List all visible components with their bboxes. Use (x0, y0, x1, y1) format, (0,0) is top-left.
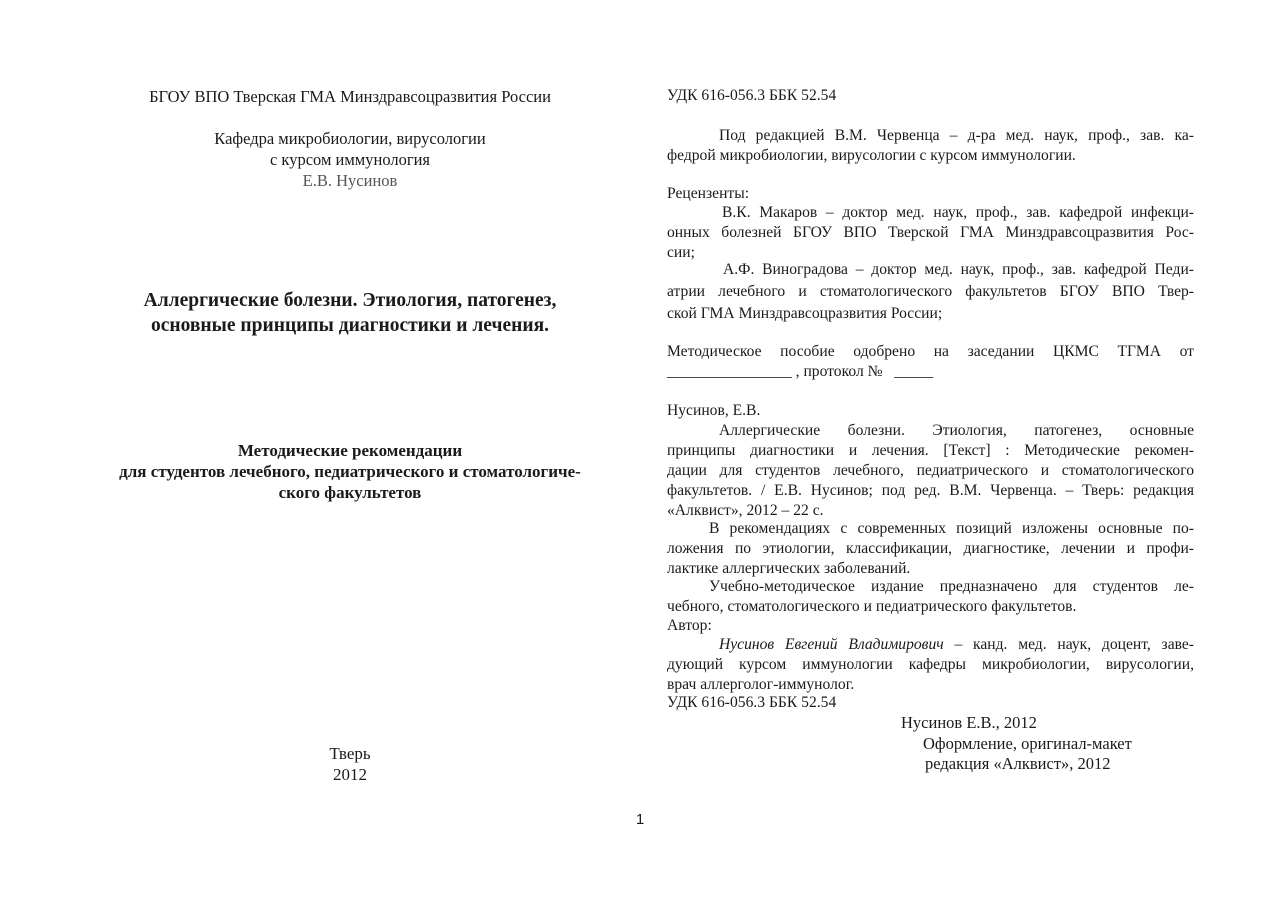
copyright-line-2: Оформление, оригинал-макет (923, 734, 1132, 753)
editor-line-1: Под редакцией В.М. Червенца – д-ра мед. наук, проф., зав. ка- (719, 127, 1194, 144)
author-info-line-3: врач аллерголог-иммунолог. (667, 676, 855, 693)
copyright-line-1: Нусинов Е.В., 2012 (901, 713, 1037, 732)
biblio-line-3: дации для студентов лечебного, педиатрического и стоматологического (667, 462, 1194, 479)
department-block (95, 128, 605, 191)
page-number: 1 (635, 811, 645, 828)
reviewer-2-line-2: атрии лечебного и стоматологического факультетов БГОУ ВПО Твер- (667, 283, 1194, 300)
reviewer-1-line-2: онных болезней БГОУ ВПО Тверской ГМА Минздравсоцразвития Рос- (667, 224, 1194, 241)
author-full-name: Нусинов Евгений Владимирович (719, 636, 944, 653)
subtitle-line-3: ского факультетов (278, 483, 422, 502)
city: Тверь (329, 744, 371, 763)
author-name: Е.В. Нусинов (302, 171, 398, 190)
subtitle-line-1: Методические рекомендации (237, 441, 463, 460)
abstract-1-line-1: В рекомендациях с современных позиций изложены основные по- (709, 520, 1194, 537)
organization-name (95, 86, 605, 108)
title-page (95, 86, 605, 796)
abstract-2-line-2: чебного, стоматологического и педиатрического факультетов. (667, 598, 1077, 615)
subtitle-line-2: для студентов лечебного, педиатрического и стоматологиче- (119, 462, 581, 481)
abstract-1-line-2: ложения по этиологии, классификации, диагностике, лечении и профи- (667, 540, 1194, 557)
reviewer-1-line-3: сии; (667, 244, 695, 261)
editor-line-2: федрой микробиологии, вирусологии с курсом иммунологии. (667, 147, 1076, 164)
udk-top: УДК 616-056.3 ББК 52.54 (667, 87, 837, 104)
title-line-2: основные принципы диагностики и лечения. (150, 315, 550, 336)
title-line-1: Аллергические болезни. Этиология, патогенез, (143, 290, 557, 311)
copyright-line-3: редакция «Алквист», 2012 (925, 754, 1111, 773)
biblio-line-1: Аллергические болезни. Этиология, патогенез, основные (719, 422, 1194, 439)
document-subtitle (95, 440, 605, 503)
department-line-1: Кафедра микробиологии, вирусологии (214, 129, 486, 148)
author-info-line-1 (667, 635, 1194, 655)
author-label: Автор: (667, 617, 712, 634)
organization-line: БГОУ ВПО Тверская ГМА Минздравсоцразвития России (149, 87, 551, 106)
editor-block (667, 126, 1194, 166)
biblio-author: Нусинов, Е.В. (667, 402, 761, 419)
udk-bottom: УДК 616-056.3 ББК 52.54 (667, 694, 837, 711)
author-info-line-2: дующий курсом иммунологии кафедры микробиологии, вирусологии, (667, 656, 1194, 673)
approval-block (667, 342, 1194, 382)
biblio-line-2: принципы диагностики и лечения. [Текст] : Методические рекомен- (667, 442, 1194, 459)
city-year (95, 743, 605, 785)
reviewer-2-line-1: А.Ф. Виноградова – доктор мед. наук, проф., зав. кафедрой Педи- (723, 261, 1194, 278)
biblio-line-5: «Алквист», 2012 – 22 с. (667, 502, 824, 519)
abstract-1 (667, 519, 1194, 579)
approval-line-1: Методическое пособие одобрено на заседании ЦКМС ТГМА от (667, 343, 1194, 360)
reviewers-label: Рецензенты: (667, 185, 750, 202)
bibliographic-record (667, 421, 1194, 521)
department-line-2: с курсом иммунология (269, 150, 431, 169)
abstract-2-line-1: Учебно-методическое издание предназначено для студентов ле- (709, 578, 1194, 595)
reviewer-2 (667, 260, 1194, 324)
reviewer-1-line-1: В.К. Макаров – доктор мед. наук, проф., зав. кафедрой инфекци- (722, 204, 1194, 221)
reviewer-1 (667, 203, 1194, 263)
author-info (667, 635, 1194, 695)
approval-line-2: ________________ , протокол № _____ (667, 363, 934, 380)
document-title (95, 288, 605, 338)
imprint-page (667, 86, 1194, 786)
author-credentials: – канд. мед. наук, доцент, заве- (943, 636, 1194, 653)
reviewer-2-line-3: ской ГМА Минздравсоцразвития России; (667, 305, 943, 322)
year: 2012 (333, 765, 367, 784)
biblio-line-4: факультетов. / Е.В. Нусинов; под ред. В.М. Червенца. – Тверь: редакция (667, 482, 1194, 499)
abstract-1-line-3: лактике аллергических заболеваний. (667, 560, 911, 577)
abstract-2 (667, 577, 1194, 617)
